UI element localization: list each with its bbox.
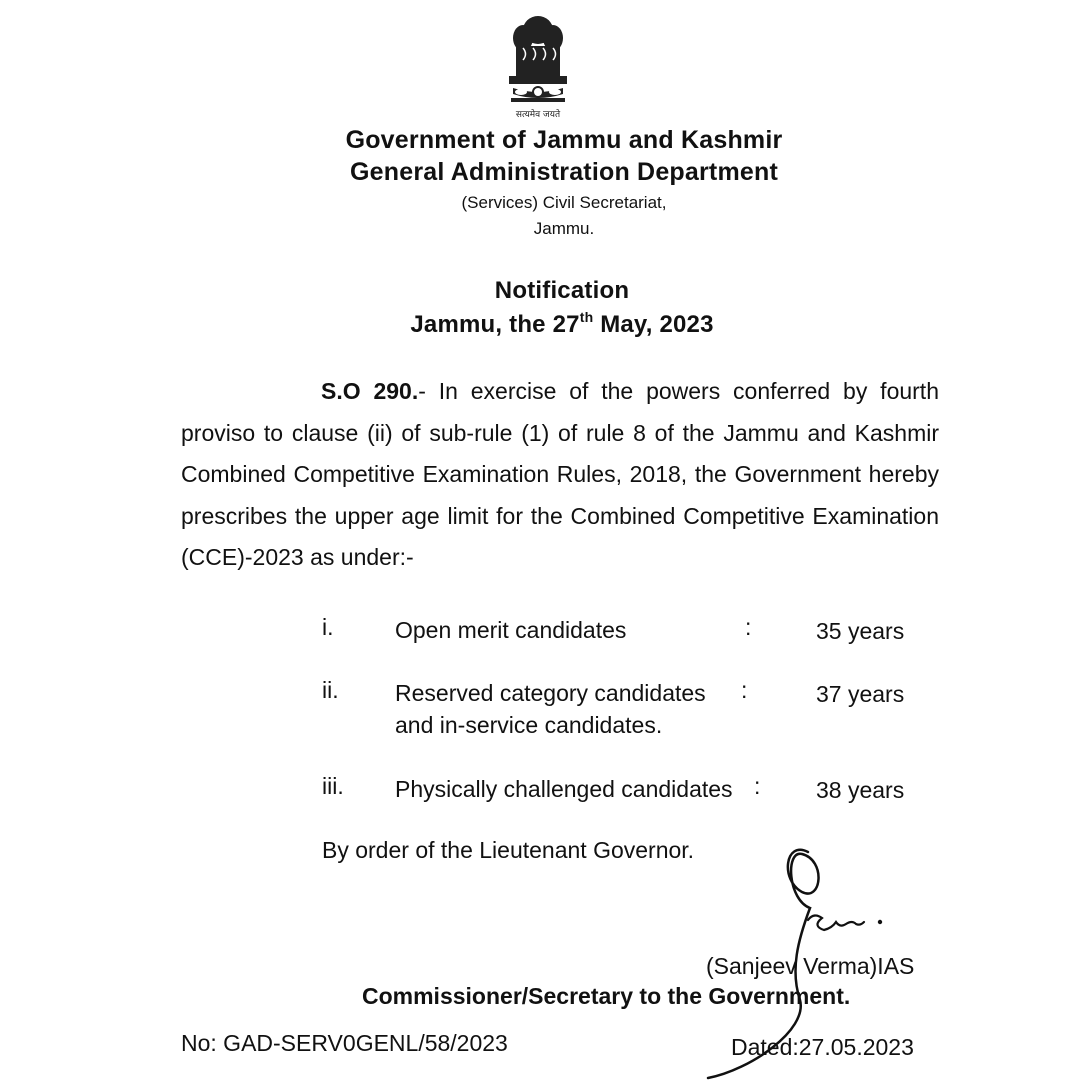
item-colon: : — [745, 614, 752, 640]
list-item — [322, 677, 942, 747]
so-number: S.O 290. — [321, 378, 419, 404]
department-title: General Administration Department — [350, 158, 778, 186]
office-line: (Services) Civil Secretariat, — [461, 193, 667, 212]
item-colon: : — [741, 677, 748, 703]
item-description: Reserved category candidates — [395, 680, 706, 706]
reference-number: No: GAD-SERV0GENL/58/2023 — [181, 1030, 508, 1056]
item-number: ii. — [322, 677, 339, 703]
order-line: By order of the Lieutenant Governor. — [322, 837, 695, 863]
item-number: iii. — [322, 773, 344, 799]
city-line: Jammu. — [533, 219, 595, 238]
date-superscript: th — [579, 309, 594, 325]
notification-body — [181, 371, 939, 579]
item-value: 37 years — [816, 681, 905, 707]
signatory-designation: Commissioner/Secretary to the Government. — [362, 983, 851, 1009]
notification-title: Notification — [494, 277, 630, 304]
item-description-continued: and in-service candidates. — [395, 712, 663, 738]
notification-date — [22, 309, 1080, 339]
emblem-caption: सत्यमेव जयते — [515, 110, 561, 120]
body-text: - In exercise of the powers conferred by fourth proviso to clause (ii) of sub-rule (1) of rule 8 of the Jammu and Kashmir Combined Competitive Examination Rules, 2018, the Government hereby prescribes the upper age limit for the Combined Competitive Examination (CCE)-2023 as under:- — [181, 378, 939, 570]
item-colon: : — [754, 773, 761, 799]
item-description: Open merit candidates — [395, 617, 627, 643]
item-value: 35 years — [816, 618, 905, 644]
issue-date: Dated:27.05.2023 — [731, 1034, 914, 1060]
state-emblem — [503, 8, 573, 120]
date-prefix: Jammu, the 27 — [410, 311, 580, 338]
signatory-name: (Sanjeev Verma)IAS — [706, 953, 915, 979]
item-number: i. — [322, 614, 334, 640]
list-item — [322, 773, 942, 813]
item-description: Physically challenged candidates — [395, 776, 733, 802]
list-item — [322, 614, 942, 654]
date-suffix: May, 2023 — [593, 311, 714, 338]
government-title: Government of Jammu and Kashmir — [345, 126, 783, 154]
item-value: 38 years — [816, 777, 905, 803]
